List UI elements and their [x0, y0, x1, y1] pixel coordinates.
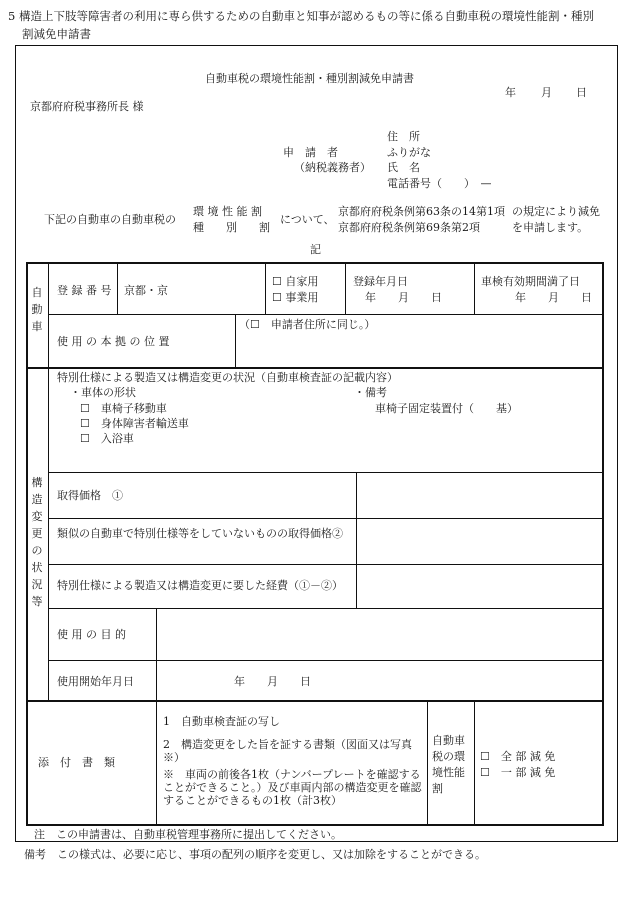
attachment-item-1: 1 自動車検査証の写し [163, 715, 280, 728]
location-label: 使 用 の 本 拠 の 位 置 [57, 335, 170, 348]
heading-line1: 5 構造上下肢等障害者の利用に専ら供するための自動車と知事が認めるもの等に係る自動車税の環境性能割・種別 [8, 9, 594, 23]
reg-date-label: 登録年月日 [353, 275, 408, 288]
start-date-label: 使用開始年月日 [57, 675, 134, 688]
reduction-label: 自動車税の環境性能割 [432, 734, 465, 795]
date-month: 月 [541, 86, 552, 99]
cost-label: 特別仕様による製造又は構造変更に要した経費（①－②） [57, 579, 343, 592]
vehicle-section-label: 自動車 [31, 286, 43, 334]
ki-label: 記 [310, 243, 321, 256]
reg-no-label: 登 録 番 号 [57, 284, 112, 297]
attachment-section-divider [26, 700, 604, 702]
body-env: 環 境 性 能 割 [193, 205, 262, 218]
reg-no-value[interactable]: 京都・京 [124, 284, 168, 297]
name-label: 氏 名 [387, 161, 420, 174]
partial-reduction-checkbox[interactable]: ☐ 一 部 減 免 [480, 766, 556, 779]
body-prefix: 下記の自動車の自動車税の [44, 213, 176, 226]
date-day: 日 [576, 86, 587, 99]
private-use-checkbox[interactable]: ☐ 自家用 [272, 275, 319, 288]
acquisition-price-label: 取得価格 ① [57, 489, 123, 502]
body-suffix-2: を申請します。 [512, 221, 589, 234]
body-kind: 種 別 割 [193, 221, 270, 234]
similar-price-label: 類似の自動車で特別仕様等をしていないものの取得価格② [57, 527, 343, 540]
phone-label: 電話番号（ ） — [387, 177, 492, 190]
attachments-label: 添 付 書 類 [38, 756, 115, 769]
left-label-column [48, 262, 49, 700]
modification-header: 特別仕様による製造又は構造変更の状況（自動車検査証の記載内容） [57, 371, 398, 384]
body-shape-label: ・車体の形状 [70, 386, 136, 399]
purpose-label: 使 用 の 目 的 [57, 628, 126, 641]
start-date-field[interactable]: 年 月 日 [234, 675, 311, 688]
taxpayer-label: （納税義務者） [294, 161, 371, 174]
full-reduction-checkbox[interactable]: ☐ 全 部 減 免 [480, 750, 556, 763]
attachment-item-2: 2 構造変更をした旨を証する書類（図面又は写真※） [163, 738, 412, 765]
modification-section-label: 構造変更の状況等 [31, 476, 43, 609]
address-label: 住 所 [387, 130, 420, 143]
heading-line2: 割減免申請書 [22, 27, 91, 41]
attachment-note: ※ 車両の前後各1枚（ナンバープレートを確認することができること。）及び車両内部の構造変更を確認することができるもの1枚（計3枚） [163, 768, 422, 808]
business-use-checkbox[interactable]: ☐ 事業用 [272, 291, 319, 304]
footer-remark: 備考 この様式は、必要に応じ、事項の配列の順序を変更し、又は加除をすることができる。 [24, 848, 486, 861]
body-about: について、 [280, 213, 335, 226]
furigana-label: ふりがな [387, 146, 431, 159]
body-suffix-1: の規定により減免 [512, 205, 600, 218]
applicant-label: 申 請 者 [283, 146, 338, 159]
remarks-label: ・備考 [354, 386, 387, 399]
wheelchair-device-field[interactable]: 車椅子固定装置付（ 基） [375, 402, 518, 415]
date-year: 年 [505, 86, 516, 99]
disabled-transport-checkbox[interactable]: ☐ 身体障害者輸送車 [80, 417, 189, 430]
inspection-label: 車検有効期間満了日 [481, 275, 580, 288]
bath-vehicle-checkbox[interactable]: ☐ 入浴車 [80, 432, 134, 445]
wheelchair-vehicle-checkbox[interactable]: ☐ 車椅子移動車 [80, 402, 167, 415]
vehicle-section-divider [26, 367, 604, 369]
inspection-field[interactable]: 年 月 日 [515, 291, 592, 304]
ordinance-2: 京都府府税条例第69条第2項 [338, 221, 480, 234]
form-title: 自動車税の環境性能割・種別割減免申請書 [205, 72, 414, 85]
reg-date-field[interactable]: 年 月 日 [365, 291, 442, 304]
ordinance-1: 京都府府税条例第63条の14第1項 [338, 205, 505, 218]
same-address-checkbox[interactable]: （☐ 申請者住所に同じ。） [239, 318, 376, 331]
addressee: 京都府府税事務所長 様 [30, 100, 144, 113]
footer-note: 注 この申請書は、自動車税管理事務所に提出してください。 [34, 828, 342, 841]
